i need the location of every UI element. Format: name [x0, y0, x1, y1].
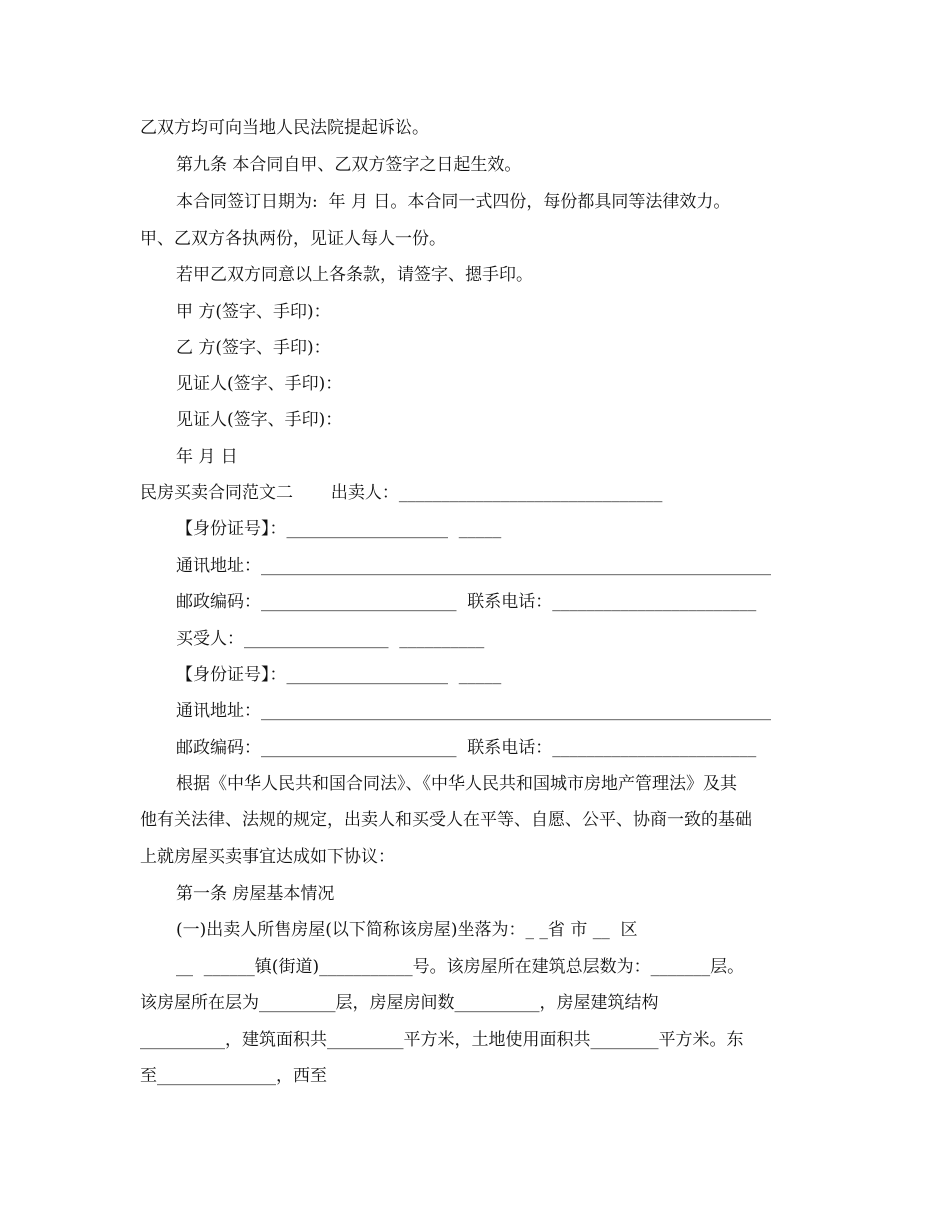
- text-line: 若甲乙双方同意以上各条款，请签字、摁手印。: [176, 265, 533, 285]
- text-line: 第九条 本合同自甲、乙双方签字之日起生效。: [176, 155, 522, 175]
- text-line: 至______________，西至: [140, 1066, 327, 1086]
- text-line: 甲、乙双方各执两份，见证人每人一份。: [140, 229, 446, 249]
- text-line: 本合同签订日期为: 年 月 日。本合同一式四份，每份都具同等法律效力。: [176, 192, 731, 212]
- clause-heading: 第一条 房屋基本情况: [176, 884, 335, 904]
- text-line: 上就房屋买卖事宜达成如下协议：: [140, 847, 395, 867]
- signature-witness: 见证人(签字、手印)：: [176, 374, 343, 394]
- text-line: __________，建筑面积共_________平方米，土地使用面积共________平方米。东: [140, 1030, 744, 1050]
- section-title-line: 民房买卖合同范文二 出卖人：_______________________________: [140, 483, 663, 503]
- text-line: 乙双方均可向当地人民法院提起诉讼。: [140, 118, 429, 138]
- text-line: 他有关法律、法规的规定，出卖人和买受人在平等、自愿、公平、协商一致的基础: [140, 810, 752, 830]
- form-field-line: 买受人：_________________ __________: [176, 629, 485, 649]
- form-field-line: 邮政编码：_______________________ 联系电话：________________________: [176, 738, 757, 758]
- text-line: (一)出卖人所售房屋(以下简称该房屋)坐落为：_ _省 市 __ 区: [176, 920, 638, 940]
- text-line: __ ______镇(街道)___________号。该房屋所在建筑总层数为：_______层。: [176, 957, 745, 977]
- text-line: 该房屋所在层为_________层，房屋房间数__________，房屋建筑结构: [140, 993, 659, 1013]
- form-field-line: 【身份证号】：___________________ _____: [176, 519, 502, 539]
- signature-party-b: 乙 方(签字、手印)：: [176, 338, 331, 358]
- form-field-line: 【身份证号】：___________________ _____: [176, 665, 502, 685]
- form-field-line: 邮政编码：_______________________ 联系电话：________________________: [176, 592, 757, 612]
- signature-witness: 见证人(签字、手印)：: [176, 410, 343, 430]
- signature-party-a: 甲 方(签字、手印)：: [176, 302, 331, 322]
- form-field-line: 通讯地址：____________________________________________________________: [176, 556, 771, 576]
- text-line: 根据《中华人民共和国合同法》、《中华人民共和国城市房地产管理法》及其: [176, 774, 737, 794]
- date-line: 年 月 日: [176, 447, 238, 467]
- form-field-line: 通讯地址：____________________________________________________________: [176, 701, 771, 721]
